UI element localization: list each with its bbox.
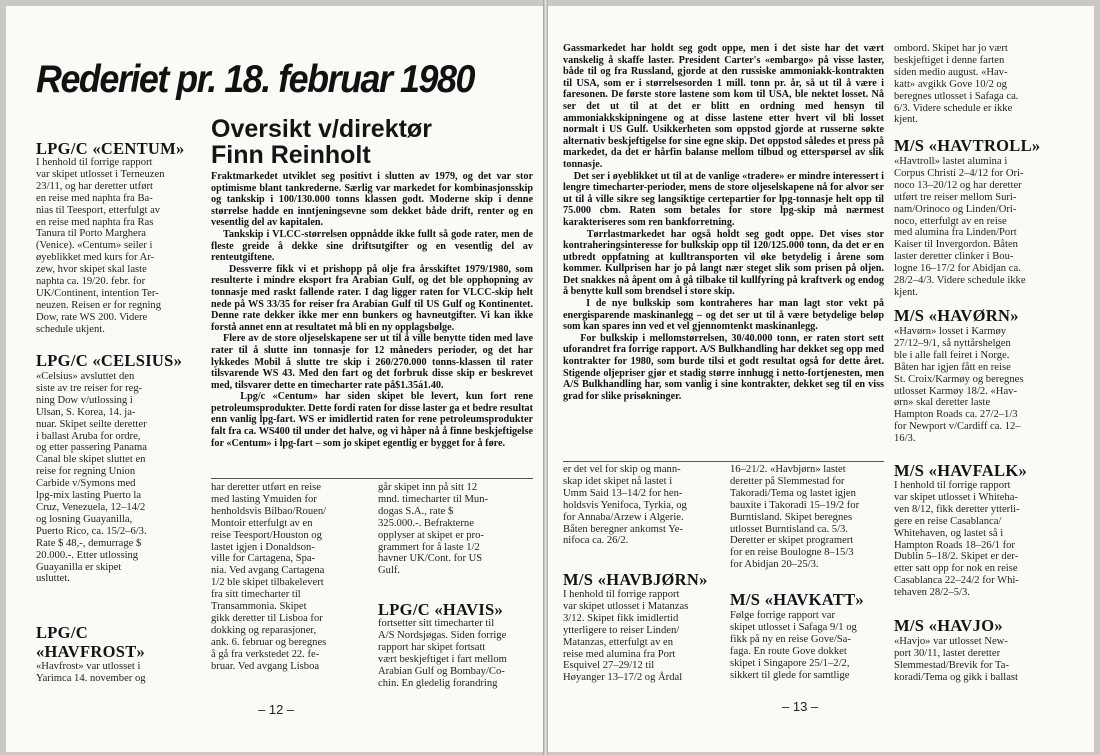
section-body-celsius: «Celsius» avsluttet den siste av tre reiser for reg- ning Dow v/utlossing i Ulsan, S. Korea, 14. ja- nuar. Skipet seilte deretter i ballast Aruba for ordre, og etter passering Panama Canal ble skipet sluttet en reise for regning Union Carbide v/Symons med lpg-mix lasting Puerto la Cruz, Venezuela, 12–14/2 og losning Guayanilla, Puerto Rico, ca. 15/2–6/3. Rate $ 48,-, demurrage $ 20.000.-. Etter utlossing Guayanilla er skipet usluttet.	[36, 371, 147, 585]
havfrost-continued-text: har deretter utført en reise med lasting Ymuiden for henholdsvis Bilbao/Rouen/ Montoir etterfulgt av en reise Teesport/Houston og lastet igjen i Donaldson- ville for Cartagena, Spa- nia. Ved avgang Cartagena 1/2 ble skipet tilbakelevert fra sitt timecharter til Transammonia. Skipet gikk deretter til Lisboa for dokking og reparasjoner, ank. 6. februar og beregnes å gå fra verkstedet 22. fe- bruar. Ved avgang Lisboa	[211, 482, 327, 672]
page-number-left: – 12 –	[258, 702, 295, 717]
section-body-havis: fortsetter sitt timecharter til A/S Nordsjøgas. Siden forrige rapport har skipet fortsatt vært beskjeftiget i fart mellom Arabian Gulf og Bombay/Co- chin. En gledelig forandring	[378, 618, 507, 689]
section-body-havfalk: I henhold til forrige rapport var skipet utlosset i Whiteha- ven 8/12, fikk deretter ytterli- gere en reise Casablanca/ Whitehaven, og lastet så i Hampton Roads 18–26/1 for Dublin 5–18/2. Skipet er der- etter satt opp for nok en reise Casablanca 22–24/2 for Whi- tehaven 28/2–5/3.	[894, 480, 1020, 599]
havkatt-continued-text: ombord. Skipet har jo vært beskjeftiget i denne farten siden medio august. «Hav- katt» avgikk Gove 10/2 og beregnes utlosset i Safaga ca. 6/3. Videre schedule er ikke kjent.	[894, 43, 1019, 126]
masthead-title: Rederiet pr. 18. februar 1980	[36, 58, 474, 101]
section-body-havkatt: Følge forrige rapport var skipet utlosset i Safaga 9/1 og fikk på ny en reise Gove/Sa- faga. En route Gove dokket skipet i Singapore 25/1–2/2, sikkert til glede for samtlige	[730, 610, 857, 681]
intro-article-text: Fraktmarkedet utviklet seg positivt i slutten av 1979, og det var stor optimisme blant tankrederne. Særlig var markedet for kombinasjonsskip og tankskip i 100/130.000 tonns klassen godt. Moderne skip i denne størrelse hadde en inntjeningsevne som dekket både drift, renter og en vesentlig del av kapitalen. Tankskip i VLCC-størrelsen oppnådde ikke fullt så gode rater, men de fleste greide å dekke sine driftsutgifter og en vesentlig del av renteutgiftene. Dessverre fikk vi et prishopp på olje fra årsskiftet 1979/1980, som resulterte i mindre eksport fra Arabian Gulf, og det ble opphopning av tonnasje med raskt fallende rater. I dag ligger raten for VLCC-skip helt nede på WS 33/35 for reiser fra Arabian Gulf til US Gulf og Kontinentet. Denne rate dekker ikke mer enn bunkers og havneutgifter. Vi kan ikke forstå annet enn at resultatet må bli en ny opplagsbølge. Flere av de store oljeselskapene ser ut til å ville benytte tiden med lave rater til å slutte inn tonnasje for 12 måneders perioder, og det har lykkedes Mobil å slutte tre skip i 260/270.000 tonns-klassen til rater tilsvarende WS 43. Med den fart og det forbruk disse skip er beskrevet med, tilsvarer dette en timecharter rate på$1.35á1.40. Lpg/c «Centum» har siden skipet ble levert, kun fort rene petroleumsprodukter. Dette fordi raten for disse laster ga et bedre resultat enn vanlig lpg-fart. WS er imidlertid raten for rene petroleumsprodukter falt fra ca. WS400 til under det halve, og vi håper nå å finne beskjeftigelse for «Centum» i lpg-fart – som jo skipet egentlig er bygget for å føre.	[211, 171, 534, 449]
section-heading-havorn: M/S «HAVØRN»	[894, 306, 1019, 325]
section-body-havtroll: «Havtroll» lastet alumina i Corpus Christi 2–4/12 for Ori- noco 13–20/12 og har deretter utført tre reiser mellom Suri- nam/Orinoco og Linden/Ori- noco, etterfulgt av en reise med alumina fra Linden/Port Kaiser til Invergordon. Båten laster deretter clinker i Bou- logne 16–17/2 for Abidjan ca. 28/2–4/3. Videre schedule ikke kjent.	[894, 156, 1026, 298]
section-body-havfrost: «Havfrost» var utlosset i Yarimca 14. november og	[36, 661, 146, 684]
section-heading-havfalk: M/S «HAVFALK»	[894, 461, 1028, 480]
market-article-text: Gassmarkedet har holdt seg godt oppe, men i det siste har det vært vanskelig å skaffe laster. President Carter's «embargo» på visse laster, både til og fra Russland, gjorde at den russiske ammoniakk-kontrakten til USA, som er i størrelsesorden 1 mill. tonn pr. år, så ut til å være i faresonen. De første store lastene som kom til USA, ble nektet losset. Nå ser det ut til at det er blitt en ordning med hensyn til ammoniakkskipningene og at disse lastene etter hvert vil bli losset normalt i US Gulf. Usikkerheten som oppstod gjorde at russerne søkte alternativ beskjeftigelse for sine egne skip. Det oppstod således et press på markedet, da det er hårfin balanse mellom tilbud og etterspørsel av slik tonnasje. Det ser i øyeblikket ut til at de vanlige «tradere» er mindre interessert i lengre timecharter-perioder, mens de store oljeselskapene nå for alvor ser ut til å ville sikre seg langsiktige certepartier for lpg-tonnasje helt opp til 75.000 cbm. Raten som betales for store lpg-skip må nærmest karakteriseres som ren bankforretning. Tørrlastmarkedet har også holdt seg godt oppe. Det vises stor kontraheringsinteresse for bulkskip opp til 120/125.000 tonn, da det er en utbredt oppfatning at kulltransporten vil øke betydelig i årene som kommer. Kullprisen har jo på langt nær steget slik som prisen på oljen. Det snakkes nå åpent om å gå tilbake til kullfyring på kraftverk og endog å benytte kull som brendsel i store skip. I de nye bulkskip som kontraheres har man lagt stor vekt på energisparende maskinanlegg – og det ser ut til å være betydelige beløp som kan spares inn ved et vel gjennomtenkt maskinanlegg. For bulkskip i mellomstørrelsen, 30/40.000 tonn, er raten stort sett uforandret fra forrige rapport. A/S Bulkhandling har dekket seg opp med kontrakter for 1980, som burde tilsi et godt resultat også for dette året. Stigende oljepriser gjør et stadig større innhugg i netto-fortjenesten, men A/S Bulkhandling har, som vanlig i sine kontrakter, dekket seg til en viss grad for slike prisøkninger.	[563, 43, 884, 402]
article-headline: Oversikt v/direktør Finn Reinholt	[211, 115, 432, 169]
column-divider-right	[563, 461, 884, 462]
left-page	[6, 6, 543, 752]
section-body-havjo: «Havjo» var utlosset New- port 30/11, lastet deretter Slemmestad/Brevik for Ta- koradi/Tema og gikk i ballast	[894, 636, 1019, 683]
section-heading-havkatt: M/S «HAVKATT»	[730, 590, 864, 609]
section-heading-celsius: LPG/C «CELSIUS»	[36, 351, 183, 370]
section-body-havorn: «Havørn» losset i Karmøy 27/12–9/1, så nyttårshelgen ble i alle fall feiret i Norge. Båten har igjen fått en reise St. Croix/Karmøy og beregnes utlosset Karmøy 18/2. «Hav- ørn» skal deretter laste Hampton Roads ca. 27/2–1/3 for Newport v/Cardiff ca. 12– 16/3.	[894, 326, 1024, 445]
section-heading-havjo: M/S «HAVJO»	[894, 616, 1003, 635]
havis-continued-text: er det vel for skip og mann- skap idet skipet nå lastet i Umm Said 13–14/2 for hen- holdsvis Yenifoca, Tyrkia, og for Annaba/Arzew i Algerie. Båten beregner ankomst Ye- nifoca ca. 26/2.	[563, 464, 687, 547]
column-divider	[211, 478, 533, 479]
section-heading-havtroll: M/S «HAVTROLL»	[894, 136, 1041, 155]
havbjorn-continued-text: 16–21/2. «Havbjørn» lastet deretter på Slemmestad for Takoradi/Tema og lastet igjen bauxite i Takoradi 15–19/2 for Burntisland. Skipet beregnes utlosset Burntisland ca. 5/3. Deretter er skipet programert for en reise Boulogne 8–15/3 for Abidjan 20–25/3.	[730, 464, 860, 571]
section-heading-havbjorn: M/S «HAVBJØRN»	[563, 570, 708, 589]
section-heading-havis: LPG/C «HAVIS»	[378, 600, 504, 619]
page-number-right: – 13 –	[782, 699, 819, 714]
section-heading-centum: LPG/C «CENTUM»	[36, 139, 185, 158]
section-body-centum: I henhold til forrige rapport var skipet utlosset i Terneuzen 23/11, og har deretter utført en reise med naphta fra Ba- nias til Teesport, etterfulgt av en reise med naphta fra Ras Tanura til Porto Marghera (Venice). «Centum» seiler i øyeblikket med kurs for Ar- zew, hvor skipet skal laste naphta ca. 19/20. febr. for UK/Continent, intention Ter- neuzen. Reisen er for regning Dow, rate WS 200. Videre schedule ukjent.	[36, 157, 165, 335]
section-body-havbjorn: I henhold til forrige rapport var skipet utlosset i Matanzas 3/12. Skipet fikk imidlertid ytterligere to reiser Linden/ Matanzas, etterfulgt av en reise med alumina fra Port Esquivel 27–29/12 til Høyanger 13–17/2 og Årdal	[563, 589, 689, 684]
section-heading-havfrost: LPG/C «HAVFROST»	[36, 623, 146, 661]
right-page	[548, 6, 1094, 752]
havfrost-continued-text-2: går skipet inn på sitt 12 mnd. timecharter til Mun- dogas S.A., rate $ 325.000.-. Befrakterne opplyser at skipet er pro- grammert for å laste 1/2 havner UK/Cont. for US Gulf.	[378, 482, 489, 577]
